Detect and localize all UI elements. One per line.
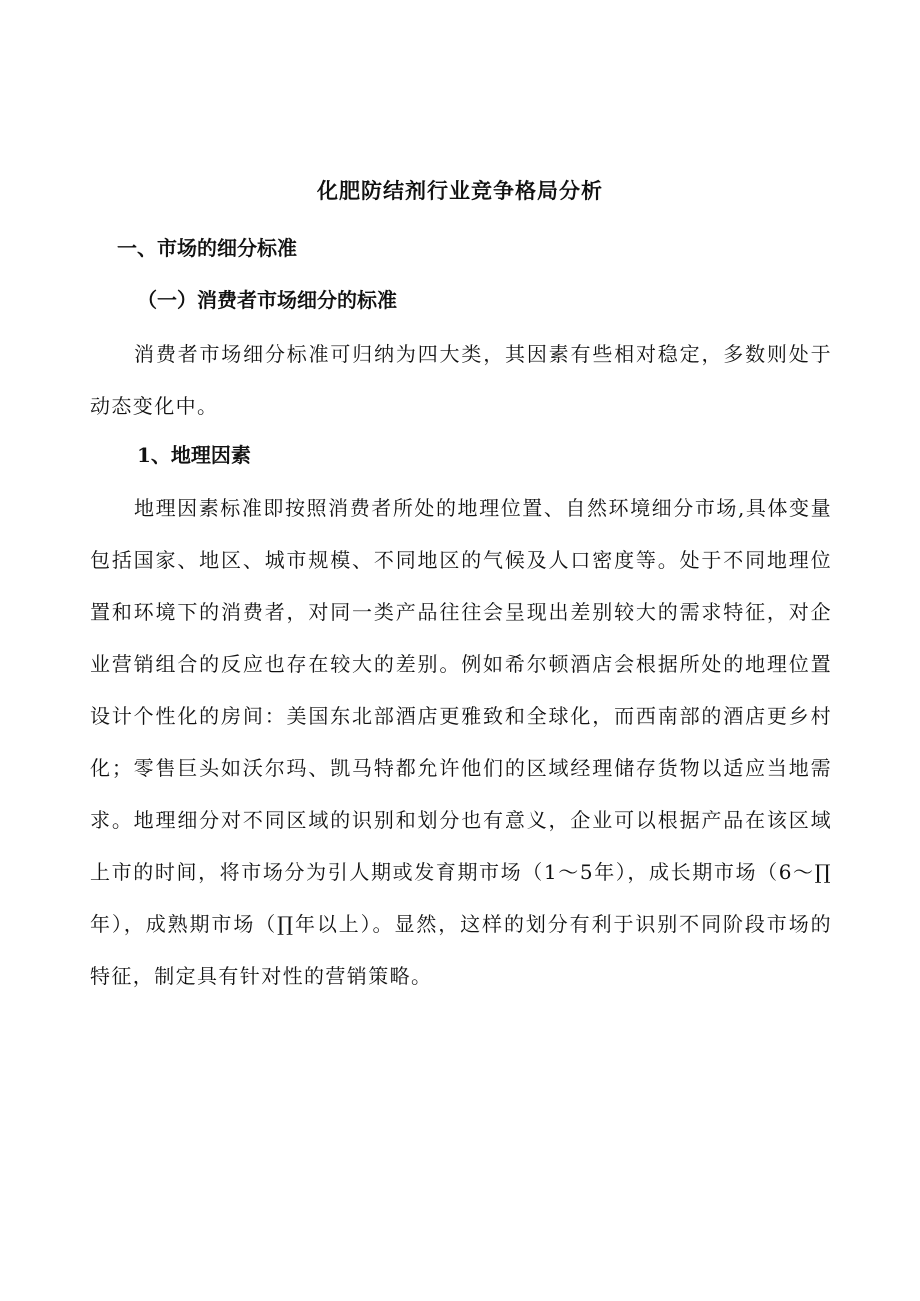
subsection-heading: （一）消费者市场细分的标准 — [137, 288, 397, 312]
section-heading: 一、市场的细分标准 — [117, 236, 297, 260]
body-paragraph: 地理因素标准即按照消费者所处的地理位置、自然环境细分市场,具体变量包括国家、地区、城市规模、不同地区的气候及人口密度等。处于不同地理位置和环境下的消费者，对同一类产品往往会呈现出差别较大的需求特征，对企业营销组合的反应也存在较大的差别。例如希尔顿酒店会根据所处的地理位置设计个性化的房间：美国东北部酒店更雅致和全球化，而西南部的酒店更乡村化；零售巨头如沃尔玛、凯马特都允许他们的区域经理储存货物以适应当地需求。地理细分对不同区域的识别和划分也有意义，企业可以根据产品在该区域上市的时间，将市场分为引人期或发育期市场（1～5年），成长期市场（6～∏年），成熟期市场（∏年以上）。显然，这样的划分有利于识别不同阶段市场的特征，制定具有针对性的营销策略。 — [90, 496, 832, 988]
intro-paragraph: 消费者市场细分标准可归纳为四大类，其因素有些相对稳定，多数则处于动态变化中。 — [90, 342, 832, 418]
item-heading: 1、地理因素 — [137, 443, 251, 467]
document-title: 化肥防结剂行业竞争格局分析 — [317, 178, 603, 203]
